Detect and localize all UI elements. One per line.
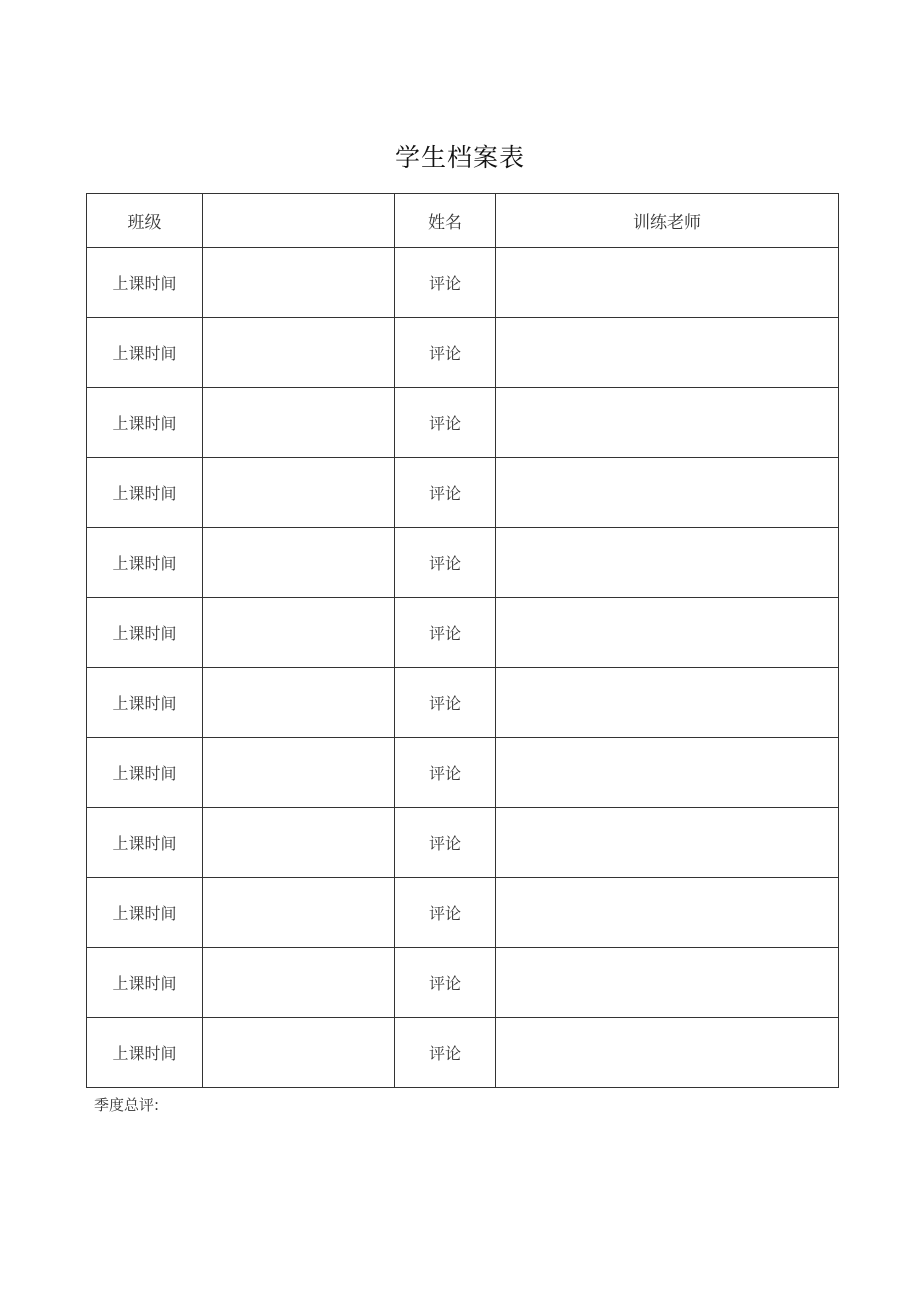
comment-label: 评论: [395, 248, 496, 318]
table-row: [87, 598, 839, 668]
comment-value-cell[interactable]: [496, 738, 839, 808]
table-row: [87, 808, 839, 878]
session-time-value-cell[interactable]: [203, 808, 395, 878]
comment-value-cell[interactable]: [496, 318, 839, 388]
session-time-value-cell[interactable]: [203, 1018, 395, 1088]
comment-value-cell[interactable]: [496, 248, 839, 318]
session-time-value-cell[interactable]: [203, 878, 395, 948]
page-title: 学生档案表: [394, 143, 525, 172]
session-time-label: 上课时间: [87, 388, 203, 458]
comment-label: 评论: [395, 388, 496, 458]
table-row: [87, 668, 839, 738]
comment-value-cell[interactable]: [496, 458, 839, 528]
table-row: [87, 878, 839, 948]
session-time-label: 上课时间: [87, 248, 203, 318]
session-time-label: 上课时间: [87, 668, 203, 738]
comment-label: 评论: [395, 458, 496, 528]
table-row: [87, 528, 839, 598]
table-row: [87, 738, 839, 808]
class-label: 班级: [87, 194, 203, 248]
comment-label: 评论: [395, 598, 496, 668]
session-time-label: 上课时间: [87, 808, 203, 878]
session-time-label: 上课时间: [87, 598, 203, 668]
session-time-label: 上课时间: [87, 1018, 203, 1088]
session-time-label: 上课时间: [87, 318, 203, 388]
comment-value-cell[interactable]: [496, 668, 839, 738]
comment-label: 评论: [395, 808, 496, 878]
comment-value-cell[interactable]: [496, 528, 839, 598]
table-body: [87, 194, 839, 1088]
comment-label: 评论: [395, 668, 496, 738]
table-row: [87, 458, 839, 528]
comment-label: 评论: [395, 528, 496, 598]
class-value-cell[interactable]: [203, 194, 395, 248]
comment-value-cell[interactable]: [496, 948, 839, 1018]
header-row: [87, 194, 839, 248]
session-time-value-cell[interactable]: [203, 528, 395, 598]
session-time-label: 上课时间: [87, 738, 203, 808]
comment-value-cell[interactable]: [496, 878, 839, 948]
comment-value-cell[interactable]: [496, 388, 839, 458]
session-time-label: 上课时间: [87, 948, 203, 1018]
session-time-value-cell[interactable]: [203, 388, 395, 458]
name-label: 姓名: [395, 194, 496, 248]
session-time-value-cell[interactable]: [203, 598, 395, 668]
session-time-value-cell[interactable]: [203, 318, 395, 388]
quarterly-summary-label: 季度总评:: [94, 1096, 160, 1114]
table-row: [87, 318, 839, 388]
student-record-table: [86, 193, 839, 1088]
session-time-label: 上课时间: [87, 458, 203, 528]
comment-label: 评论: [395, 948, 496, 1018]
table-row: [87, 248, 839, 318]
comment-label: 评论: [395, 1018, 496, 1088]
comment-label: 评论: [395, 318, 496, 388]
session-time-value-cell[interactable]: [203, 248, 395, 318]
table-row: [87, 1018, 839, 1088]
session-time-label: 上课时间: [87, 528, 203, 598]
comment-label: 评论: [395, 738, 496, 808]
session-time-label: 上课时间: [87, 878, 203, 948]
trainer-label: 训练老师: [496, 194, 839, 248]
comment-label: 评论: [395, 878, 496, 948]
comment-value-cell[interactable]: [496, 1018, 839, 1088]
table-row: [87, 948, 839, 1018]
comment-value-cell[interactable]: [496, 808, 839, 878]
session-time-value-cell[interactable]: [203, 948, 395, 1018]
table-row: [87, 388, 839, 458]
session-time-value-cell[interactable]: [203, 458, 395, 528]
session-time-value-cell[interactable]: [203, 738, 395, 808]
comment-value-cell[interactable]: [496, 598, 839, 668]
session-time-value-cell[interactable]: [203, 668, 395, 738]
